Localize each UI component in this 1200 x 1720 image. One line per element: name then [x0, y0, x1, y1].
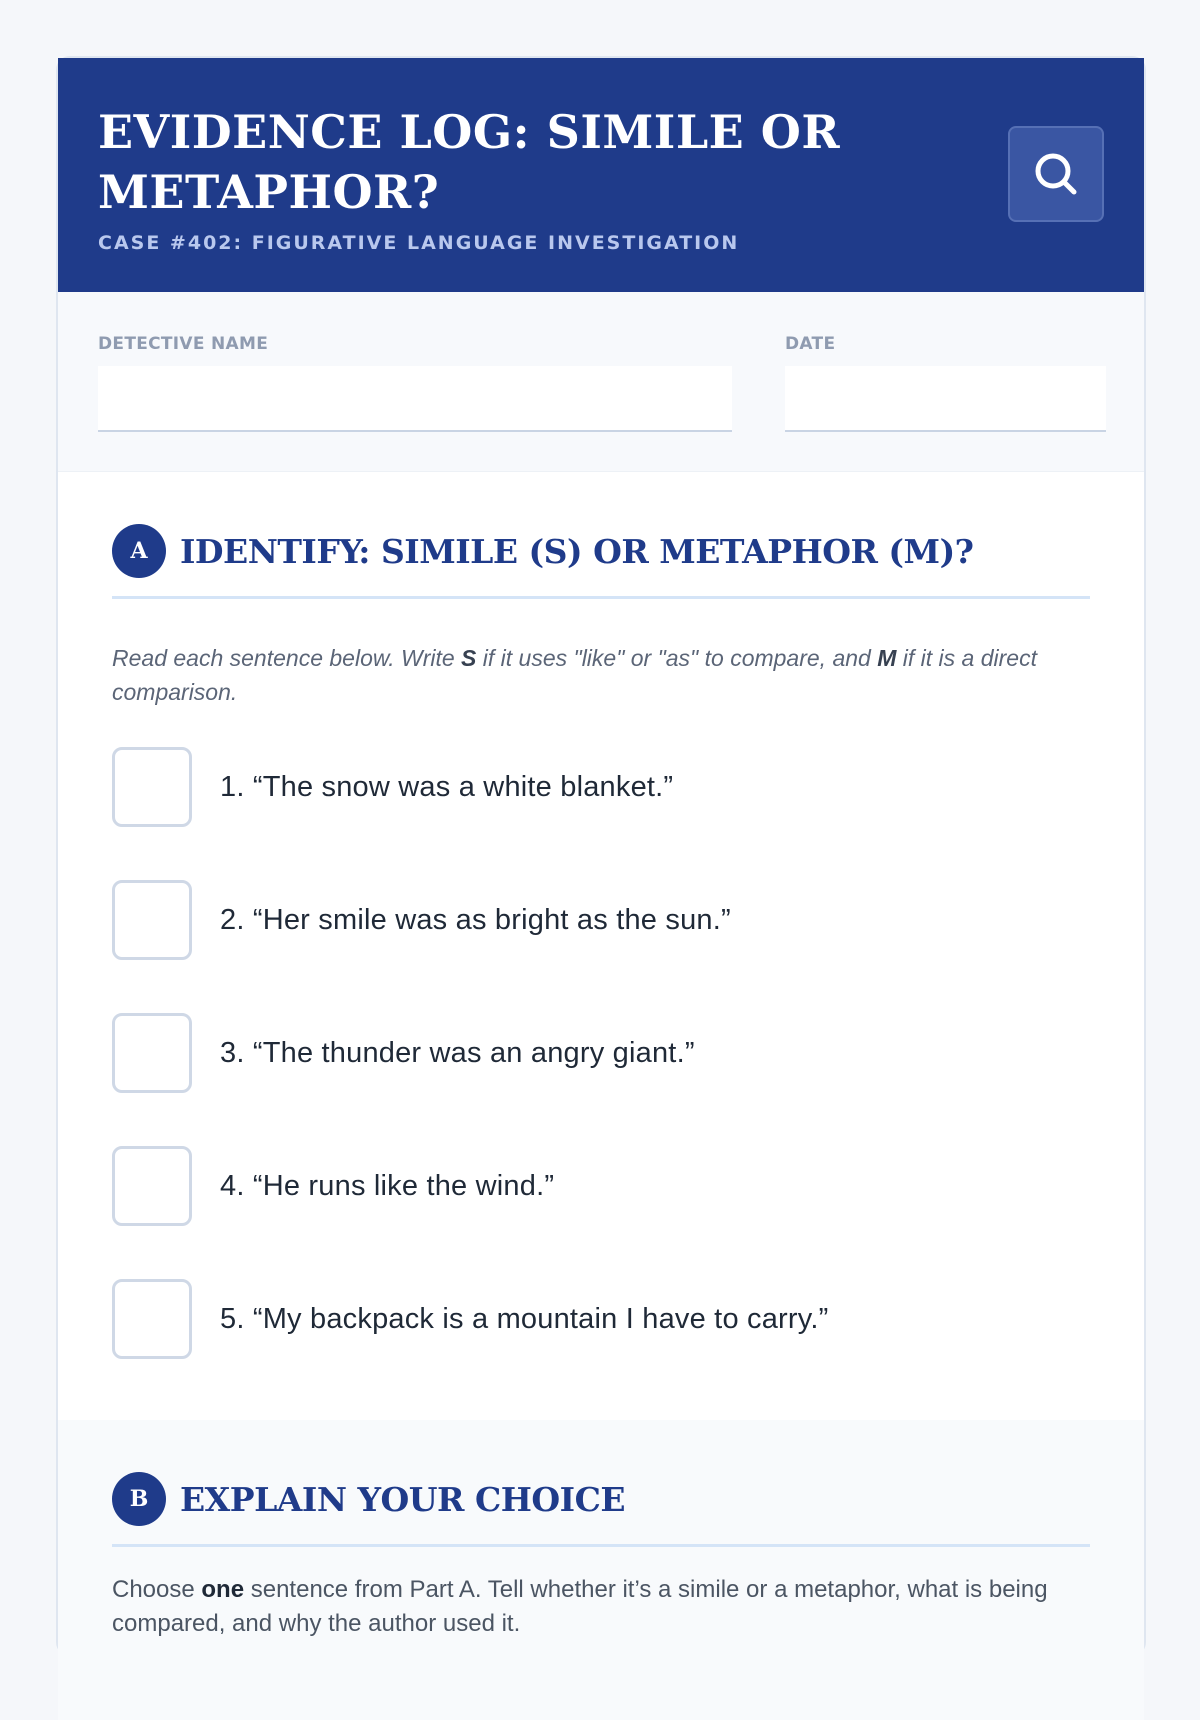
answer-box-3[interactable] [112, 1013, 192, 1093]
part-a-heading [112, 524, 1090, 599]
evidence-log-card [56, 56, 1146, 1656]
part-b-heading [112, 1472, 1090, 1547]
part-a-badge: A [112, 524, 166, 578]
part-b-title: EXPLAIN YOUR CHOICE [180, 1479, 626, 1519]
sentence-list [112, 747, 1090, 1359]
part-a-instructions [112, 641, 1062, 709]
case-subtitle: CASE #402: FIGURATIVE LANGUAGE INVESTIGATION [98, 232, 740, 254]
page-title: EVIDENCE LOG: SIMILE OR METAPHOR? [98, 105, 841, 219]
detective-name-input[interactable] [98, 366, 732, 432]
instructions-text: Read each sentence below. Write [112, 645, 462, 671]
date-input[interactable] [785, 366, 1106, 432]
search-icon [1031, 149, 1081, 199]
detective-name-label: DETECTIVE NAME [98, 334, 269, 354]
search-button[interactable] [1008, 126, 1104, 222]
sentence-4: 4. “He runs like the wind.” [220, 1169, 555, 1202]
list-item [112, 1013, 1090, 1093]
sentence-5: 5. “My backpack is a mountain I have to carry.” [220, 1302, 829, 1335]
part-b-section [58, 1420, 1144, 1720]
sentence-2: 2. “Her smile was as bright as the sun.” [220, 903, 731, 936]
date-field-group [785, 334, 1106, 432]
instructions-simile-letter: S [461, 645, 477, 671]
detective-name-field-group [98, 334, 732, 432]
part-b-instructions [112, 1573, 1092, 1641]
answer-box-2[interactable] [112, 880, 192, 960]
answer-box-4[interactable] [112, 1146, 192, 1226]
answer-box-1[interactable] [112, 747, 192, 827]
sentence-1: 1. “The snow was a white blanket.” [220, 770, 674, 803]
list-item [112, 1279, 1090, 1359]
explain-emphasis: one [201, 1576, 245, 1603]
sentence-3: 3. “The thunder was an angry giant.” [220, 1036, 695, 1069]
list-item [112, 747, 1090, 827]
date-label: DATE [785, 334, 836, 354]
list-item [112, 880, 1090, 960]
part-a-section [58, 472, 1144, 1420]
instructions-metaphor-letter: M [877, 645, 897, 671]
header [58, 58, 1144, 292]
answer-box-5[interactable] [112, 1279, 192, 1359]
part-a-title: IDENTIFY: SIMILE (S) OR METAPHOR (M)? [180, 531, 974, 571]
explain-text: Choose [112, 1576, 202, 1603]
explain-text: sentence from Part A. Tell whether it’s a simile or a metaphor, what is being compared, and why the author used it. [112, 1576, 1048, 1637]
list-item [112, 1146, 1090, 1226]
instructions-text: if it is a direct comparison. [112, 645, 1037, 705]
student-info [58, 292, 1144, 472]
instructions-text: if it uses "like" or "as" to compare, and [476, 645, 878, 671]
part-b-badge: B [112, 1472, 166, 1526]
